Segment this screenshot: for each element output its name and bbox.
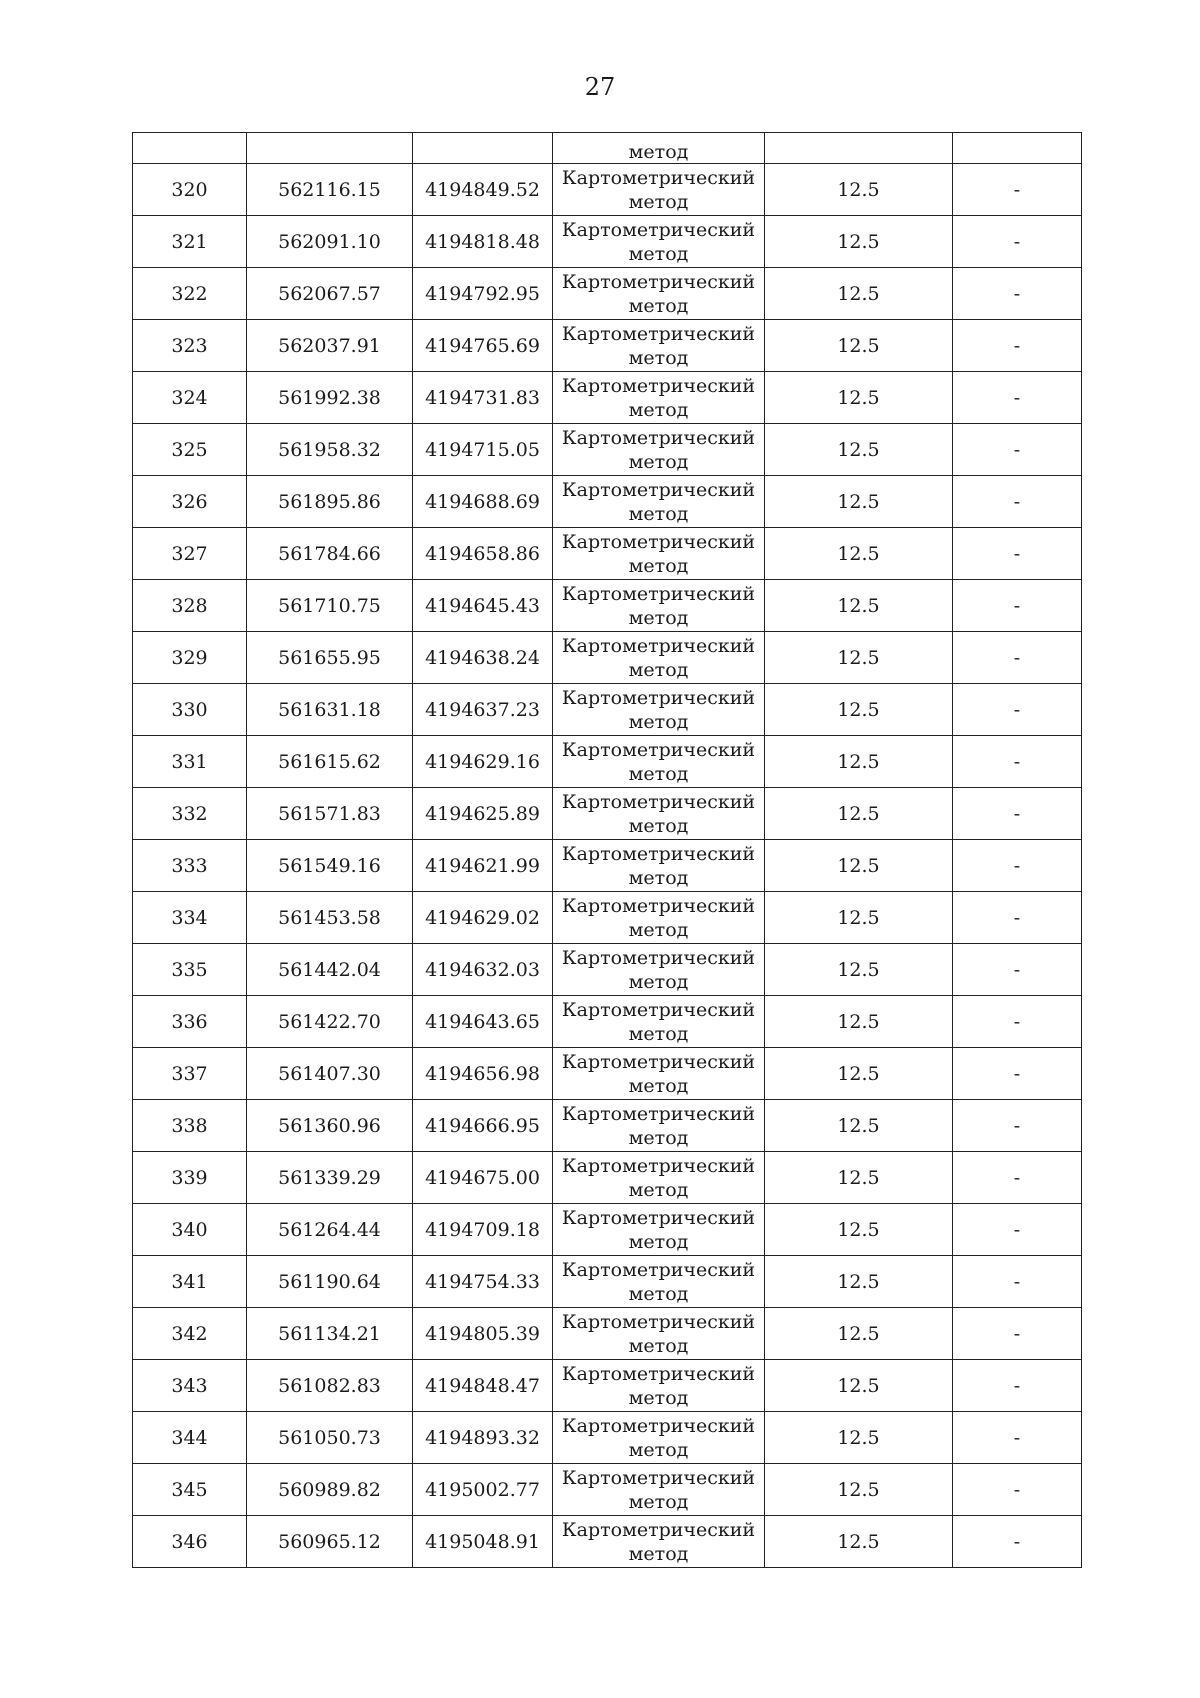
cell-y-coordinate: 4194656.98 [413, 1048, 553, 1100]
cell-accuracy: 12.5 [765, 216, 953, 268]
cell-note: - [953, 580, 1082, 632]
cell-method [553, 1256, 765, 1308]
cell-note: - [953, 1360, 1082, 1412]
cell-note: - [953, 1048, 1082, 1100]
method-line-1: Картометрический [561, 270, 756, 293]
method-line-2: метод [628, 1178, 689, 1201]
table-row [133, 1516, 1082, 1568]
cell-x-coordinate: 561549.16 [247, 840, 413, 892]
cell-accuracy: 12.5 [765, 944, 953, 996]
cell-method [553, 1048, 765, 1100]
cell-accuracy: 12.5 [765, 164, 953, 216]
table-row [133, 372, 1082, 424]
cell-accuracy [765, 133, 953, 164]
method-line-1: Картометрический [561, 1466, 756, 1489]
cell-y-coordinate: 4194731.83 [413, 372, 553, 424]
table-row [133, 216, 1082, 268]
table-row [133, 528, 1082, 580]
method-line-2: метод [628, 814, 689, 837]
cell-x-coordinate: 561710.75 [247, 580, 413, 632]
cell-y-coordinate: 4194625.89 [413, 788, 553, 840]
cell-point-number: 338 [133, 1100, 247, 1152]
table-row [133, 684, 1082, 736]
cell-point-number: 334 [133, 892, 247, 944]
method-line-2: метод [628, 970, 689, 993]
cell-accuracy: 12.5 [765, 1152, 953, 1204]
cell-y-coordinate: 4194715.05 [413, 424, 553, 476]
cell-y-coordinate: 4195002.77 [413, 1464, 553, 1516]
method-line-2: метод [628, 1542, 689, 1565]
cell-point-number: 343 [133, 1360, 247, 1412]
cell-method [553, 164, 765, 216]
method-line-1: Картометрический [561, 1310, 756, 1333]
table-row [133, 1256, 1082, 1308]
cell-x-coordinate: 561453.58 [247, 892, 413, 944]
cell-y-coordinate: 4194709.18 [413, 1204, 553, 1256]
cell-accuracy: 12.5 [765, 424, 953, 476]
table-row [133, 164, 1082, 216]
cell-note: - [953, 164, 1082, 216]
method-line-2: метод [628, 762, 689, 785]
cell-method [553, 1152, 765, 1204]
cell-y-coordinate: 4194688.69 [413, 476, 553, 528]
cell-note: - [953, 1516, 1082, 1568]
cell-note: - [953, 632, 1082, 684]
method-line-2: метод [628, 1438, 689, 1461]
cell-x-coordinate: 561082.83 [247, 1360, 413, 1412]
cell-note: - [953, 996, 1082, 1048]
cell-accuracy: 12.5 [765, 1100, 953, 1152]
table-row [133, 632, 1082, 684]
method-line-1: Картометрический [561, 426, 756, 449]
method-line-1: Картометрический [561, 1050, 756, 1073]
method-line-1: Картометрический [561, 894, 756, 917]
method-line-1: Картометрический [561, 218, 756, 241]
cell-point-number: 331 [133, 736, 247, 788]
cell-x-coordinate: 561422.70 [247, 996, 413, 1048]
cell-x-coordinate: 561407.30 [247, 1048, 413, 1100]
method-line-1: Картометрический [561, 686, 756, 709]
cell-note: - [953, 736, 1082, 788]
cell-note: - [953, 1152, 1082, 1204]
cell-method [553, 268, 765, 320]
cell-note: - [953, 528, 1082, 580]
method-line-1: Картометрический [561, 1362, 756, 1385]
cell-method [553, 372, 765, 424]
cell-accuracy: 12.5 [765, 684, 953, 736]
method-line-1: Картометрический [561, 1414, 756, 1437]
method-line-2: метод [628, 1074, 689, 1097]
table-row [133, 736, 1082, 788]
cell-note: - [953, 1100, 1082, 1152]
cell-method [553, 476, 765, 528]
method-line-2: метод [628, 1230, 689, 1253]
cell-accuracy: 12.5 [765, 580, 953, 632]
cell-y-coordinate: 4194849.52 [413, 164, 553, 216]
cell-note: - [953, 476, 1082, 528]
cell-method [553, 840, 765, 892]
cell-note: - [953, 944, 1082, 996]
method-line-2: метод [628, 346, 689, 369]
cell-x-coordinate: 561571.83 [247, 788, 413, 840]
cell-y-coordinate: 4194632.03 [413, 944, 553, 996]
table-row [133, 996, 1082, 1048]
cell-method [553, 736, 765, 788]
method-line-1: Картометрический [561, 790, 756, 813]
method-line-1: Картометрический [561, 738, 756, 761]
cell-accuracy: 12.5 [765, 1464, 953, 1516]
cell-note: - [953, 372, 1082, 424]
cell-method [553, 1464, 765, 1516]
cell-method [553, 1308, 765, 1360]
cell-accuracy: 12.5 [765, 788, 953, 840]
cell-y-coordinate: 4194658.86 [413, 528, 553, 580]
coordinates-table-body [133, 133, 1082, 1568]
method-line-2: метод [628, 502, 689, 525]
cell-point-number: 340 [133, 1204, 247, 1256]
cell-point-number: 322 [133, 268, 247, 320]
method-line-2: метод [628, 866, 689, 889]
cell-accuracy: 12.5 [765, 1308, 953, 1360]
cell-method [553, 424, 765, 476]
cell-x-coordinate: 562091.10 [247, 216, 413, 268]
cell-point-number: 337 [133, 1048, 247, 1100]
cell-note: - [953, 216, 1082, 268]
method-line-1: Картометрический [561, 374, 756, 397]
cell-method [553, 684, 765, 736]
cell-point-number: 323 [133, 320, 247, 372]
cell-y-coordinate: 4194805.39 [413, 1308, 553, 1360]
cell-y-coordinate: 4194621.99 [413, 840, 553, 892]
method-line-2: метод [628, 242, 689, 265]
cell-accuracy: 12.5 [765, 892, 953, 944]
cell-method [553, 216, 765, 268]
cell-accuracy: 12.5 [765, 372, 953, 424]
table-row [133, 424, 1082, 476]
coordinates-table [132, 132, 1082, 1568]
cell-note: - [953, 1256, 1082, 1308]
method-line-2: метод [628, 398, 689, 421]
cell-x-coordinate: 561442.04 [247, 944, 413, 996]
cell-method [553, 1516, 765, 1568]
cell-x-coordinate: 561615.62 [247, 736, 413, 788]
cell-accuracy: 12.5 [765, 268, 953, 320]
page-number: 27 [584, 73, 616, 101]
cell-accuracy: 12.5 [765, 1412, 953, 1464]
cell-x-coordinate: 561339.29 [247, 1152, 413, 1204]
cell-y-coordinate: 4194643.65 [413, 996, 553, 1048]
cell-note: - [953, 840, 1082, 892]
cell-method [553, 1100, 765, 1152]
method-line-1: Картометрический [561, 530, 756, 553]
cell-point-number: 345 [133, 1464, 247, 1516]
cell-note: - [953, 424, 1082, 476]
cell-point-number: 325 [133, 424, 247, 476]
method-line-1: Картометрический [561, 1154, 756, 1177]
cell-accuracy: 12.5 [765, 1256, 953, 1308]
cell-y-coordinate: 4194637.23 [413, 684, 553, 736]
cell-note: - [953, 684, 1082, 736]
cell-note: - [953, 892, 1082, 944]
cell-y-coordinate: 4194818.48 [413, 216, 553, 268]
method-line-1: Картометрический [561, 1258, 756, 1281]
table-row [133, 788, 1082, 840]
method-line-2: метод [628, 1334, 689, 1357]
cell-x-coordinate: 561992.38 [247, 372, 413, 424]
cell-y-coordinate: 4194848.47 [413, 1360, 553, 1412]
cell-y-coordinate: 4194765.69 [413, 320, 553, 372]
table-row [133, 476, 1082, 528]
cell-point-number: 328 [133, 580, 247, 632]
table-row [133, 1048, 1082, 1100]
cell-point-number: 321 [133, 216, 247, 268]
cell-y-coordinate: 4194666.95 [413, 1100, 553, 1152]
cell-method [553, 1412, 765, 1464]
cell-method [553, 788, 765, 840]
table-row [133, 1100, 1082, 1152]
cell-accuracy: 12.5 [765, 632, 953, 684]
cell-accuracy: 12.5 [765, 736, 953, 788]
cell-y-coordinate: 4194792.95 [413, 268, 553, 320]
cell-accuracy: 12.5 [765, 476, 953, 528]
cell-note: - [953, 1412, 1082, 1464]
method-line-1: Картометрический [561, 1518, 756, 1541]
cell-note [953, 133, 1082, 164]
method-line-2: метод [628, 658, 689, 681]
cell-point-number: 346 [133, 1516, 247, 1568]
cell-point-number: 327 [133, 528, 247, 580]
method-line-2: метод [628, 710, 689, 733]
cell-note: - [953, 1308, 1082, 1360]
cell-method [553, 320, 765, 372]
method-line-1: Картометрический [561, 634, 756, 657]
cell-note: - [953, 268, 1082, 320]
cell-accuracy: 12.5 [765, 1516, 953, 1568]
cell-point-number: 335 [133, 944, 247, 996]
cell-y-coordinate: 4194675.00 [413, 1152, 553, 1204]
table-row [133, 840, 1082, 892]
cell-point-number: 326 [133, 476, 247, 528]
table-row [133, 892, 1082, 944]
cell-y-coordinate: 4194893.32 [413, 1412, 553, 1464]
table-row [133, 1152, 1082, 1204]
cell-accuracy: 12.5 [765, 996, 953, 1048]
cell-y-coordinate: 4194629.16 [413, 736, 553, 788]
cell-point-number: 332 [133, 788, 247, 840]
table-row [133, 944, 1082, 996]
method-line-2: метод [628, 190, 689, 213]
method-line-2: метод [628, 554, 689, 577]
cell-y-coordinate: 4194754.33 [413, 1256, 553, 1308]
cell-y-coordinate: 4194638.24 [413, 632, 553, 684]
cell-x-coordinate: 561631.18 [247, 684, 413, 736]
cell-x-coordinate: 560989.82 [247, 1464, 413, 1516]
table-row [133, 580, 1082, 632]
cell-accuracy: 12.5 [765, 1360, 953, 1412]
method-line-2: метод [628, 1490, 689, 1513]
cell-x-coordinate: 561360.96 [247, 1100, 413, 1152]
cell-point-number: 341 [133, 1256, 247, 1308]
cell-point-number: 336 [133, 996, 247, 1048]
method-line-1: Картометрический [561, 998, 756, 1021]
table-row [133, 268, 1082, 320]
cell-point-number: 329 [133, 632, 247, 684]
cell-y-coordinate: 4194629.02 [413, 892, 553, 944]
cell-method [553, 1204, 765, 1256]
method-line-2: метод [628, 1386, 689, 1409]
cell-x-coordinate: 561784.66 [247, 528, 413, 580]
cell-x-coordinate: 561958.32 [247, 424, 413, 476]
method-line-1: Картометрический [561, 166, 756, 189]
cell-point-number: 339 [133, 1152, 247, 1204]
table-row [133, 1308, 1082, 1360]
cell-point-number: 333 [133, 840, 247, 892]
method-line-2: метод [628, 1022, 689, 1045]
cell-accuracy: 12.5 [765, 1048, 953, 1100]
method-line-1: Картометрический [561, 946, 756, 969]
cell-method [553, 996, 765, 1048]
method-line-1: Картометрический [561, 1206, 756, 1229]
method-line-1: Картометрический [561, 842, 756, 865]
method-line-1: Картометрический [561, 322, 756, 345]
cell-point-number [133, 133, 247, 164]
cell-y-coordinate: 4194645.43 [413, 580, 553, 632]
cell-method [553, 528, 765, 580]
cell-x-coordinate: 562116.15 [247, 164, 413, 216]
cell-note: - [953, 1204, 1082, 1256]
cell-x-coordinate: 561190.64 [247, 1256, 413, 1308]
cell-x-coordinate: 561264.44 [247, 1204, 413, 1256]
cell-y-coordinate: 4195048.91 [413, 1516, 553, 1568]
cell-x-coordinate: 562037.91 [247, 320, 413, 372]
cell-x-coordinate: 561050.73 [247, 1412, 413, 1464]
cell-accuracy: 12.5 [765, 320, 953, 372]
table-row-continuation [133, 133, 1082, 164]
table-row [133, 1360, 1082, 1412]
cell-accuracy: 12.5 [765, 840, 953, 892]
table-row [133, 1412, 1082, 1464]
cell-method [553, 892, 765, 944]
cell-x-coordinate: 561134.21 [247, 1308, 413, 1360]
method-line-2: метод [628, 1126, 689, 1149]
method-line-1: Картометрический [561, 582, 756, 605]
cell-note: - [953, 1464, 1082, 1516]
cell-method [553, 944, 765, 996]
cell-point-number: 320 [133, 164, 247, 216]
cell-point-number: 344 [133, 1412, 247, 1464]
cell-x-coordinate: 561895.86 [247, 476, 413, 528]
cell-accuracy: 12.5 [765, 1204, 953, 1256]
cell-note: - [953, 320, 1082, 372]
cell-point-number: 324 [133, 372, 247, 424]
cell-x-coordinate: 560965.12 [247, 1516, 413, 1568]
method-line-2: метод [628, 450, 689, 473]
cell-x-coordinate [247, 133, 413, 164]
table-row [133, 320, 1082, 372]
table-row [133, 1464, 1082, 1516]
table-row [133, 1204, 1082, 1256]
method-line-2: метод [628, 1282, 689, 1305]
method-line-2: метод [628, 606, 689, 629]
method-line-1: Картометрический [561, 478, 756, 501]
cell-method [553, 632, 765, 684]
cell-note: - [953, 788, 1082, 840]
cell-x-coordinate: 562067.57 [247, 268, 413, 320]
method-line-2: метод [628, 294, 689, 317]
cell-y-coordinate [413, 133, 553, 164]
cell-method [553, 580, 765, 632]
method-line-1: Картометрический [561, 1102, 756, 1125]
cell-method: метод [553, 133, 765, 164]
cell-accuracy: 12.5 [765, 528, 953, 580]
cell-method [553, 1360, 765, 1412]
cell-point-number: 342 [133, 1308, 247, 1360]
cell-x-coordinate: 561655.95 [247, 632, 413, 684]
method-line-2: метод [628, 918, 689, 941]
cell-point-number: 330 [133, 684, 247, 736]
